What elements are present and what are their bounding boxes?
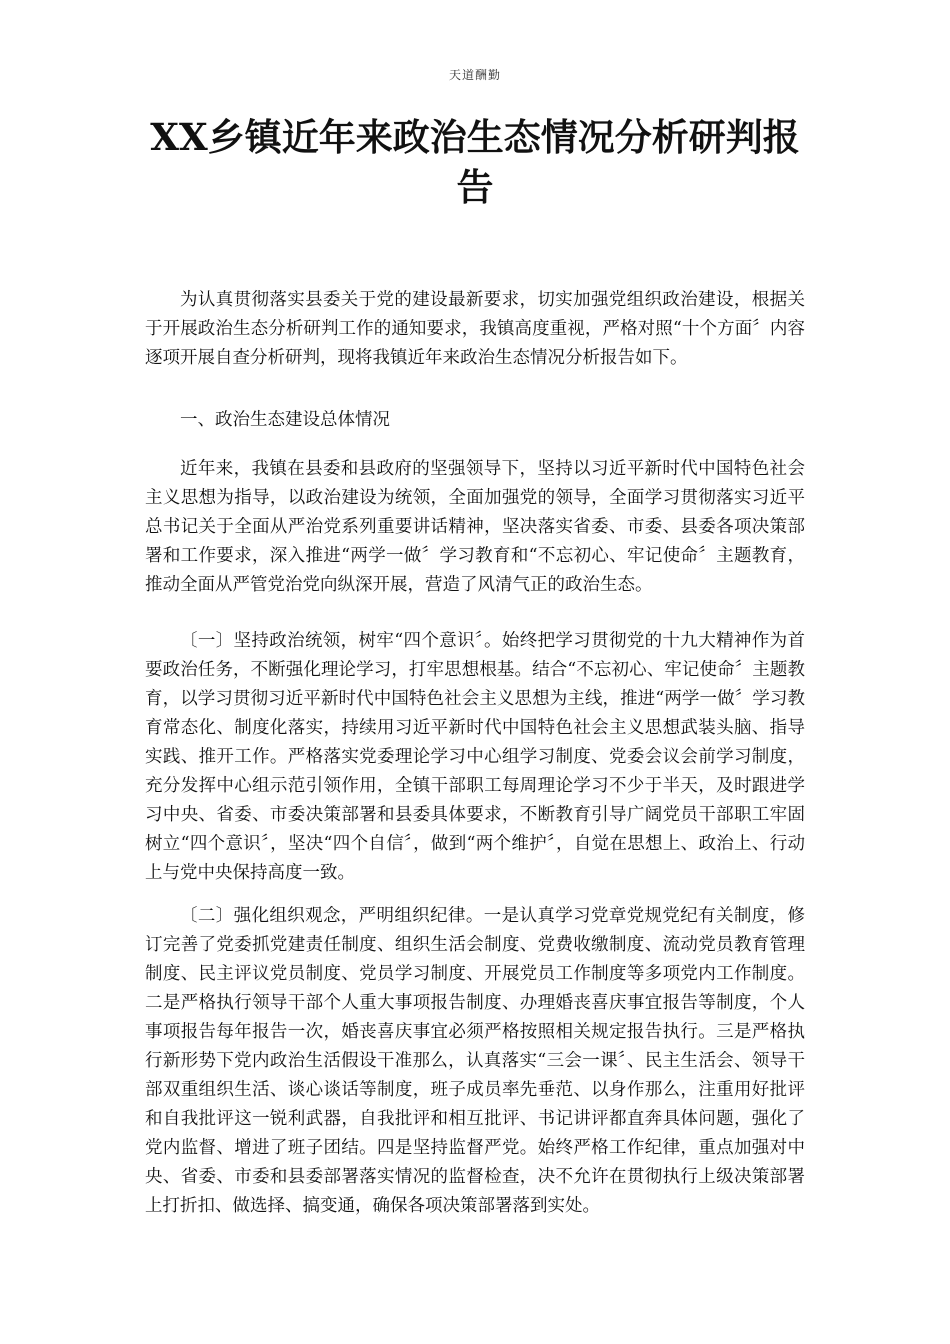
page-header: 天道酬勤 bbox=[448, 68, 501, 82]
document-title: XX乡镇近年来政治生态情况分析研判报告 bbox=[150, 115, 800, 209]
intro-paragraph: 为认真贯彻落实县委关于党的建设最新要求，切实加强党组织政治建设，根据关于开展政治生态分析研判工作的通知要求，我镇高度重视，严格对照“十个方面〞内容逐项开展自查分析研判，现将我镇近年来政治生态情况分析报告如下。 bbox=[145, 290, 805, 368]
overview-paragraph: 近年来，我镇在县委和县政府的坚强领导下，坚持以习近平新时代中国特色社会主义思想为指导，以政治建设为统领，全面加强党的领导，全面学习贯彻落实习近平总书记关于全面从严治党系列重要讲话精神，坚决落实省委、市委、县委各项决策部署和工作要求，深入推进“两学一做〞学习教育和“不忘初心、牢记使命〞主题教育，推动全面从严管党治党向纵深开展，营造了风清气正的政治生态。 bbox=[145, 459, 805, 595]
subsection-1-paragraph: 〔一〕坚持政治统领，树牢“四个意识〞。始终把学习贯彻党的十九大精神作为首要政治任务，不断强化理论学习，打牢思想根基。结合“不忘初心、牢记使命〞主题教育，以学习贯彻习近平新时代中国特色社会主义思想为主线，推进“两学一做〞学习教育常态化、制度化落实，持续用习近平新时代中国特色社会主义思想武装头脑、指导实践、推开工作。严格落实党委理论学习中心组学习制度、党委会议会前学习制度，充分发挥中心组示范引领作用，全镇干部职工每周理论学习不少于半天，及时跟进学习中央、省委、市委决策部署和县委具体要求，不断教育引导广阔党员干部职工牢固树立“四个意识〞，坚决“四个自信〞，做到“两个维护〞，自觉在思想上、政治上、行动上与党中央保持高度一致。 bbox=[145, 631, 805, 883]
subsection-2-paragraph: 〔二〕强化组织观念，严明组织纪律。一是认真学习党章党规党纪有关制度，修订完善了党委抓党建责任制度、组织生活会制度、党费收缴制度、流动党员教育管理制度、民主评议党员制度、党员学习制度、开展党员工作制度等多项党内工作制度。二是严格执行领导干部个人重大事项报告制度、办理婚丧喜庆事宜报告等制度，个人事项报告每年报告一次，婚丧喜庆事宜必须严格按照相关规定报告执行。三是严格执行新形势下党内政治生活假设干准那么，认真落实“三会一课〞、民主生活会、领导干部双重组织生活、谈心谈话等制度，班子成员率先垂范、以身作那么，注重用好批评和自我批评这一锐利武器，自我批评和相互批评、书记讲评都直奔具体问题，强化了党内监督、增进了班子团结。四是坚持监督严党。始终严格工作纪律，重点加强对中央、省委、市委和县委部署落实情况的监督检查，决不允许在贯彻执行上级决策部署上打折扣、做选择、搞变通，确保各项决策部署落到实处。 bbox=[145, 906, 805, 1216]
section-heading: 一、政治生态建设总体情况 bbox=[180, 410, 390, 430]
